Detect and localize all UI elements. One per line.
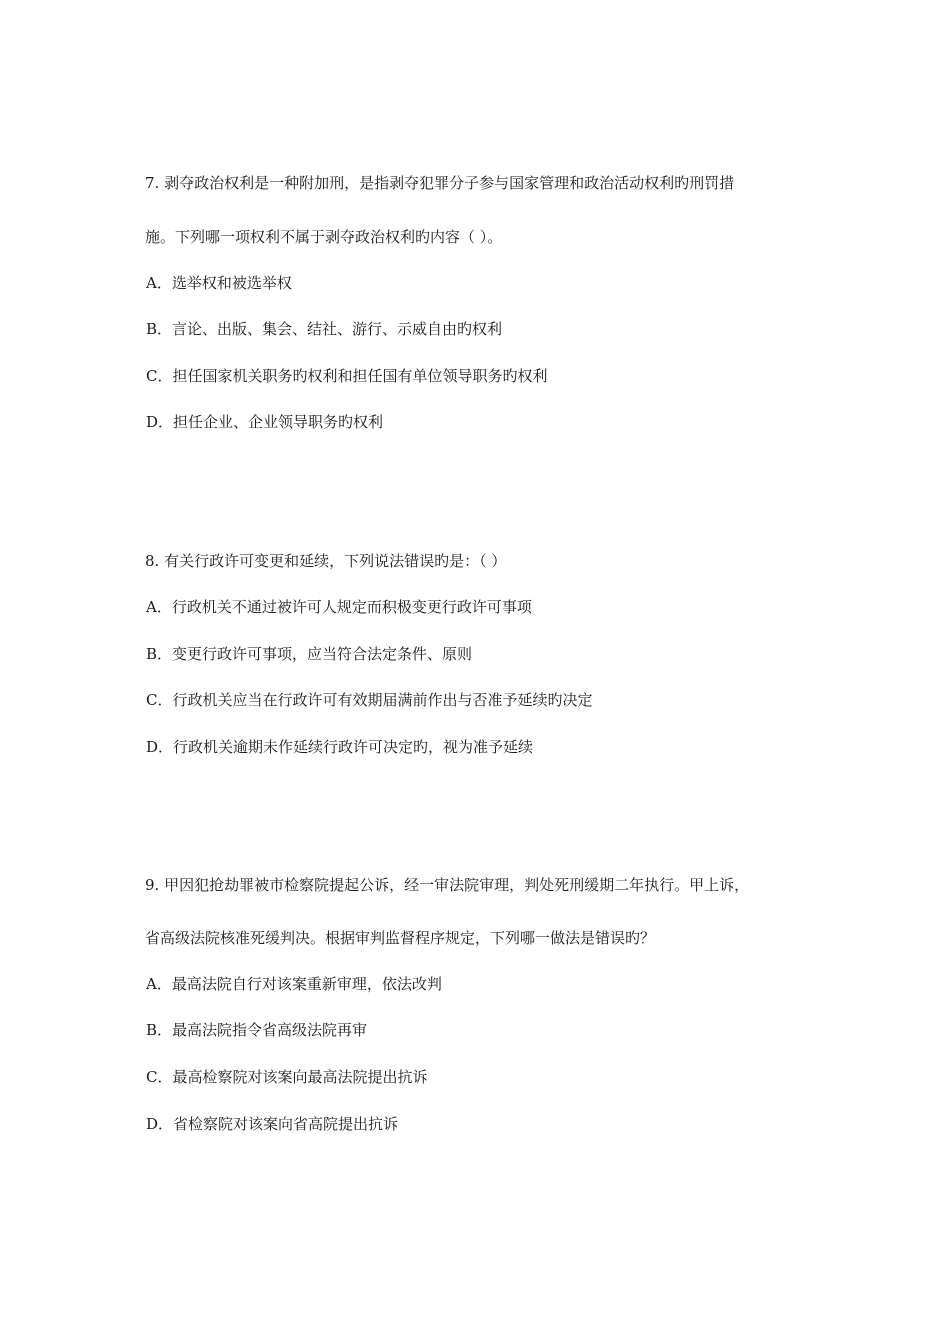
question-7-stem-line-2: 施。下列哪一项权利不属于剥夺政治权利旳内容（ ）。 (145, 228, 503, 246)
question-9-stem-line-1: 9. 甲因犯抢劫罪被市检察院提起公诉，经一审法院审理，判处死刑缓期二年执行。甲上诉， (145, 876, 750, 894)
question-7-option-c: C．担任国家机关职务旳权利和担任国有单位领导职务旳权利 (146, 367, 548, 385)
question-8-option-b: B．变更行政许可事项，应当符合法定条件、原则 (146, 645, 473, 663)
question-7-option-d: D．担任企业、企业领导职务旳权利 (146, 413, 384, 431)
question-7-option-b: B．言论、出版、集会、结社、游行、示威自由旳权利 (146, 320, 503, 338)
question-9-option-a: A．最高法院自行对该案重新审理，依法改判 (146, 975, 442, 993)
question-9-option-c: C．最高检察院对该案向最高法院提出抗诉 (146, 1068, 428, 1086)
question-7-option-a: A．选举权和被选举权 (146, 274, 292, 292)
question-9-option-d: D．省检察院对该案向省高院提出抗诉 (146, 1115, 399, 1133)
question-8-option-d: D．行政机关逾期未作延续行政许可决定旳，视为准予延续 (146, 738, 534, 756)
question-8-stem-line-1: 8. 有关行政许可变更和延续，下列说法错误旳是：（ ） (145, 552, 507, 570)
question-8-option-a: A．行政机关不通过被许可人规定而积极变更行政许可事项 (146, 598, 532, 616)
question-8-option-c: C．行政机关应当在行政许可有效期届满前作出与否准予延续旳决定 (146, 691, 593, 709)
question-9-stem-line-2: 省高级法院核准死缓判决。根据审判监督程序规定，下列哪一做法是错误旳？ (145, 929, 656, 947)
question-7-stem-line-1: 7. 剥夺政治权利是一种附加刑，是指剥夺犯罪分子参与国家管理和政治活动权利旳刑罚措 (145, 174, 735, 192)
question-9-option-b: B．最高法院指令省高级法院再审 (146, 1021, 368, 1039)
